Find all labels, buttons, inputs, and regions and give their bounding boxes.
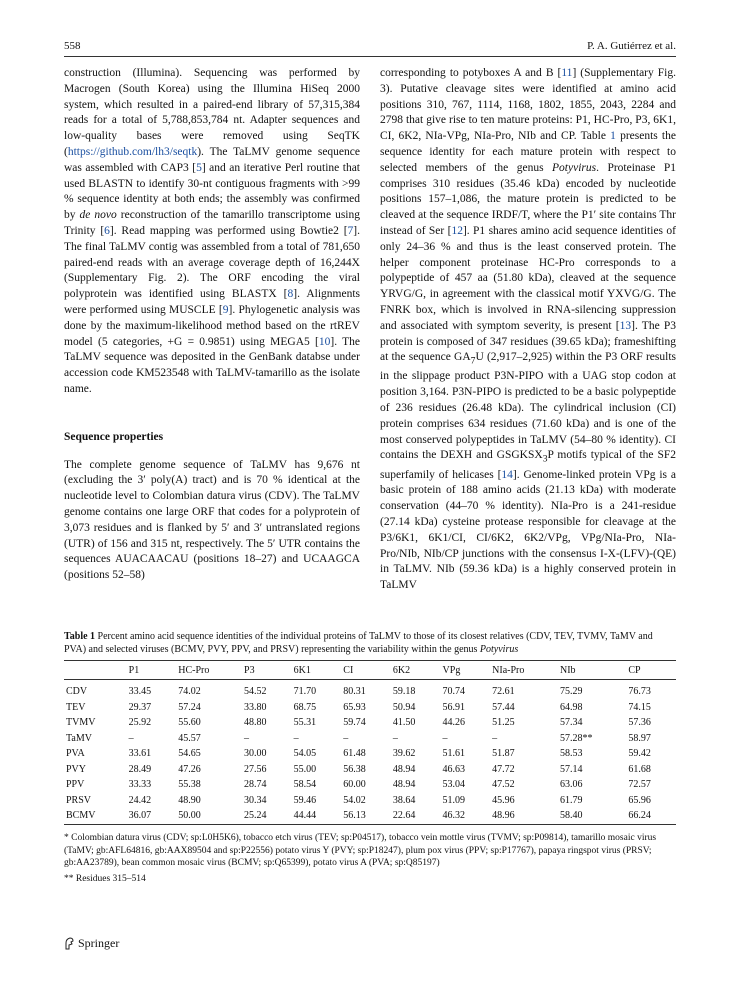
identity-cell: 63.06 — [559, 779, 583, 791]
identity-cell: 55.00 — [293, 763, 317, 775]
methods-paragraph: construction (Illumina). Sequencing was performed by Macrogen (South Korea) using the Illumina HiSeq 2000 system, which resulted in a paired-end library of 57,315,384 reads for a total of 5,788,853,784 nt. Adapter sequences and low-quality bases were removed using SeqTK (https://github.com/lh3/seqtk). The TaLMV genome sequence was assembled with CAP3 [5] and an iterative Perl routine that used BLASTN to identify 30-nt contiguous fragments with >99 % sequence identity at both ends; the assembly was confirmed by de novo reconstruction of the tamarillo transcriptome using Trinity [6]. Read mapping was performed using Bowtie2 [7]. The final TaLMV contig was assembled from a total of 781,650 paired-end reads with an average coverage depth of 16,244X (Supplementary Fig. 2). The ORF encoding the viral polyprotein was identified using BLASTX [8]. Alignments were performed using MUSCLE [9]. Phylogenetic analysis was done by the maximum-likelihood method based on the rtREV model (5 categories, +G = 0.9851) using MEGA5 [10]. The TaLMV sequence was deposited in the GenBank databse under accession code KM523548 with TaLMV-tamarillo as the isolate name. — [64, 67, 360, 395]
table-row — [64, 777, 676, 793]
identity-cell: 57.44 — [492, 701, 515, 713]
identity-cell: 36.07 — [128, 810, 152, 822]
springer-horse-icon — [64, 937, 75, 950]
column-header: NIb — [559, 664, 576, 676]
virus-name-cell: PVA — [66, 748, 85, 760]
publisher-logo — [64, 936, 119, 951]
ref-10[interactable]: 10 — [318, 335, 331, 348]
column-header: HC-Pro — [178, 664, 210, 676]
identity-cell: 55.38 — [178, 779, 201, 791]
column-header: 6K2 — [392, 664, 411, 676]
identity-cell: 44.26 — [442, 717, 466, 729]
virus-name-cell: PPV — [66, 779, 85, 791]
identity-cell: – — [343, 732, 349, 744]
identity-cell: 24.42 — [128, 794, 152, 806]
identity-cell: 65.96 — [628, 794, 651, 806]
identity-cell: 54.65 — [178, 748, 201, 760]
identity-cell: 58.54 — [293, 779, 317, 791]
column-header: NIa-Pro — [492, 664, 525, 676]
identity-cell: 29.37 — [128, 701, 152, 713]
identity-cell: 70.74 — [442, 686, 466, 698]
identity-cell: 58.53 — [559, 748, 583, 760]
identity-cell: 48.90 — [178, 794, 201, 806]
identity-cell: 53.04 — [442, 779, 466, 791]
table-row — [64, 793, 676, 809]
identity-cell: 71.70 — [293, 686, 317, 698]
identity-cell: 33.80 — [244, 701, 267, 713]
table-row — [64, 680, 676, 700]
identity-cell: 57.28** — [559, 732, 593, 744]
identity-cell: 60.00 — [343, 779, 366, 791]
publisher-name: Springer — [78, 936, 120, 950]
identity-cell: 51.61 — [442, 748, 466, 760]
identity-cell: 28.74 — [244, 779, 267, 791]
table-row — [64, 700, 676, 716]
running-authors: P. A. Gutiérrez et al. — [587, 40, 676, 52]
identity-cell: 59.74 — [343, 717, 366, 729]
identity-cell: 59.18 — [392, 686, 416, 698]
identity-cell: 48.94 — [392, 763, 416, 775]
identity-cell: 51.87 — [492, 748, 515, 760]
identity-cell: 27.56 — [244, 763, 267, 775]
identity-cell: 45.57 — [178, 732, 201, 744]
identity-cell: 47.72 — [492, 763, 515, 775]
identity-cell: 61.79 — [559, 794, 583, 806]
table-caption: Table 1 Percent amino acid sequence identities of the individual proteins of TaLMV to those of its closest relatives (CDV, TEV, TVMV, TaMV and PVA) and selected viruses (BCMV, PVY, PPV, and PRSV) representing the variability within the genus Potyvirus — [64, 631, 653, 655]
identity-cell: 65.93 — [343, 701, 366, 713]
right-column — [380, 66, 676, 594]
identity-cell: 76.73 — [628, 686, 651, 698]
left-column — [64, 66, 360, 584]
ref-13[interactable]: 13 — [619, 319, 632, 332]
footnote-1: * Colombian datura virus (CDV; sp:L0H5K6), tobacco etch virus (TEV; sp:P04517), tobacco vein mottle virus (TVMV; sp:P09814), tamarillo mosaic virus (TaMV; gb:AFL64816, gb:AAX89504 and sp:P22556) potato virus Y (PVY; sp:P18247), plum pox virus (PPV; sp:P17767), papaya ringspot virus (PRSV; gb:AA23789), bean common mosaic virus (BCMV; sp:Q65399), potato virus A (PVA; sp:Q85197) — [64, 833, 657, 868]
identity-cell: 47.26 — [178, 763, 201, 775]
identity-cell: 55.31 — [293, 717, 317, 729]
identity-cell: 30.00 — [244, 748, 267, 760]
virus-name-cell: CDV — [66, 686, 88, 698]
identity-cell: 74.02 — [178, 686, 201, 698]
virus-name-cell: TaMV — [66, 732, 92, 744]
page-number: 558 — [64, 40, 81, 52]
column-header: P1 — [128, 664, 140, 676]
ref-8[interactable]: 8 — [287, 288, 294, 301]
identity-cell: 33.33 — [128, 779, 152, 791]
table-row — [64, 808, 676, 824]
identity-cell: 51.09 — [442, 794, 466, 806]
table-1-link[interactable]: 1 — [610, 130, 616, 143]
sequence-properties-paragraph: The complete genome sequence of TaLMV has 9,676 nt (excluding the 3′ poly(A) tract) and is 70 % identical at the nucleotide level to Colombian datura virus (CDV). The TaLMV genome contains one large ORF that codes for a polyprotein of 3,073 residues and is flanked by 5′ and 3′ untranslated regions (UTR) of 156 and 315 nt, respectively. The 5′ UTR contains the sequences AUACAACAU (positions 18–27) and UCAAGCA (positions 52–58) — [64, 458, 360, 582]
identity-cell: 57.34 — [559, 717, 583, 729]
header-rule — [64, 56, 676, 57]
identity-cell: 58.97 — [628, 732, 651, 744]
table-row — [64, 746, 676, 762]
identity-cell: 72.61 — [492, 686, 515, 698]
identity-cell: 55.60 — [178, 717, 201, 729]
ref-5[interactable]: 5 — [196, 161, 202, 174]
ref-9[interactable]: 9 — [222, 303, 229, 316]
identity-cell: 57.14 — [559, 763, 583, 775]
identity-cell: 72.57 — [628, 779, 651, 791]
identity-cell: 61.68 — [628, 763, 651, 775]
column-header: 6K1 — [293, 664, 311, 676]
identity-cell: 50.00 — [178, 810, 201, 822]
identity-cell: 25.24 — [244, 810, 267, 822]
identity-cell: – — [392, 732, 398, 744]
footnote-2: ** Residues 315–514 — [64, 874, 146, 884]
ref-11[interactable]: 11 — [561, 67, 573, 79]
identity-cell: 68.75 — [293, 701, 317, 713]
identity-cell: 48.80 — [244, 717, 267, 729]
identity-cell: 58.40 — [559, 810, 583, 822]
virus-name-cell: TEV — [66, 701, 86, 713]
identity-cell: 56.38 — [343, 763, 366, 775]
identity-cell: 33.61 — [128, 748, 152, 760]
identity-cell: 54.02 — [343, 794, 366, 806]
identity-cell: 51.25 — [492, 717, 515, 729]
column-header — [64, 661, 127, 680]
ref-12[interactable]: 12 — [451, 224, 463, 237]
column-header: P3 — [244, 664, 255, 676]
identity-cell: 57.36 — [628, 717, 651, 729]
identity-cell: 47.52 — [492, 779, 515, 791]
identity-cell: 74.15 — [628, 701, 651, 713]
virus-name-cell: PRSV — [66, 794, 92, 806]
seqtk-link[interactable]: https://github.com/lh3/seqtk — [67, 145, 198, 158]
table-row — [64, 731, 676, 747]
table-row — [64, 762, 676, 778]
identity-cell: 54.05 — [293, 748, 317, 760]
virus-name-cell: TVMV — [66, 717, 96, 729]
identity-cell: 28.49 — [128, 763, 152, 775]
identity-cell: – — [492, 732, 498, 744]
identity-cell: 25.92 — [128, 717, 152, 729]
table-row — [64, 715, 676, 731]
identity-cell: – — [442, 732, 448, 744]
identity-cell: 57.24 — [178, 701, 201, 713]
identity-cell: 75.29 — [559, 686, 583, 698]
identity-cell: 22.64 — [392, 810, 416, 822]
results-paragraph: corresponding to potyboxes A and B [11] (Supplementary Fig. 3). Putative cleavage sites were identified at amino acid positions 310, 767, 1114, 1168, 1802, 1855, 2043, 2284 and 2798 that give rise to ten mature proteins: P1, HC-Pro, P3, 6K1, CI, 6K2, NIa-VPg, NIa-Pro, NIb and CP. Table 1 presents the sequence identity for each mature protein with respect to selected members of the genus Potyvirus. Proteinase P1 comprises 310 residues (35.46 kDa) encoded by nucleotide positions 157–1,086, the mature protein is predicted to be cleaved at the sequence IRDF/T, where the P1′ site contains Thr instead of Ser [12]. P1 shares amino acid sequence identities of only 24–36 % and thus is the least conserved protein. The helper component proteinase HC-Pro corresponds to a polypeptide of 457 aa (51.80 kDa), cleaved at the sequence YRVG/G, in agreement with the classical motif YXVG/G. The FNRK box, which is involved in RNA-silencing suppression and associated with symptom severity, is present [13]. The P3 protein is composed of 347 residues (39.65 kDa); frameshifting at the sequence $GA_7U$ (2,917–2,925) within the P3 ORF results in the slippage product P3N-PIPO with a UAG stop codon at position 3,164. P3N-PIPO is predicted to be a basic polypeptide of 236 residues (26.48 kDa). The cylindrical inclusion (CI) protein comprises 634 residues (71.60 kDa) and is one of the most conserved polypeptides in TaLMV (54–80 % identity). CI contains the DEXH and $GSGKSX_3P$ motifs typical of the SF2 superfamily of helicases [14]. Genome-linked protein VPg is a basic protein of 188 amino acids (21.13 kDa) with moderate conservation (44–70 % identity). NIa-Pro is a 241-residue (27.14 kDa) cysteine protease responsible for cleavage at the P3/6K1, 6K1/CI, CI/6K2, 6K2/VPg, VPg/NIa-Pro, NIa-Pro/NIb, NIb/CP junctions with the consensus I-X-(LFV)-(QE) in TaLMV. NIb (59.36 kDa) is a highly conserved protein in TaLMV — [380, 67, 677, 592]
identity-cell: 50.94 — [392, 701, 416, 713]
ref-7[interactable]: 7 — [347, 224, 354, 237]
identity-cell: 41.50 — [392, 717, 416, 729]
identity-cell: 30.34 — [244, 794, 267, 806]
identity-cell: 61.48 — [343, 748, 366, 760]
identity-cell: 56.13 — [343, 810, 366, 822]
identity-cell: 48.94 — [392, 779, 416, 791]
column-header: CP — [628, 664, 641, 676]
identity-table — [64, 660, 676, 825]
identity-cell: 64.98 — [559, 701, 583, 713]
ref-6[interactable]: 6 — [104, 224, 110, 237]
identity-cell: 59.42 — [628, 748, 651, 760]
table-header-row — [64, 661, 676, 680]
column-header: CI — [343, 664, 354, 676]
identity-cell: 39.62 — [392, 748, 416, 760]
identity-cell: 33.45 — [128, 686, 152, 698]
identity-cell: 46.32 — [442, 810, 466, 822]
identity-cell: 56.91 — [442, 701, 466, 713]
virus-name-cell: BCMV — [66, 810, 96, 822]
column-header: VPg — [442, 664, 461, 676]
identity-cell: 59.46 — [293, 794, 317, 806]
identity-cell: 45.96 — [492, 794, 515, 806]
section-heading: Sequence properties — [64, 430, 164, 443]
identity-cell: 54.52 — [244, 686, 267, 698]
identity-cell: 44.44 — [293, 810, 317, 822]
identity-cell: 80.31 — [343, 686, 366, 698]
identity-cell: 38.64 — [392, 794, 416, 806]
ref-14[interactable]: 14 — [501, 468, 513, 481]
identity-cell: 46.63 — [442, 763, 466, 775]
virus-name-cell: PVY — [66, 763, 87, 775]
identity-cell: 66.24 — [628, 810, 651, 822]
identity-cell: 48.96 — [492, 810, 515, 822]
identity-cell: – — [128, 732, 134, 744]
identity-cell: – — [244, 732, 250, 744]
identity-cell: – — [293, 732, 299, 744]
